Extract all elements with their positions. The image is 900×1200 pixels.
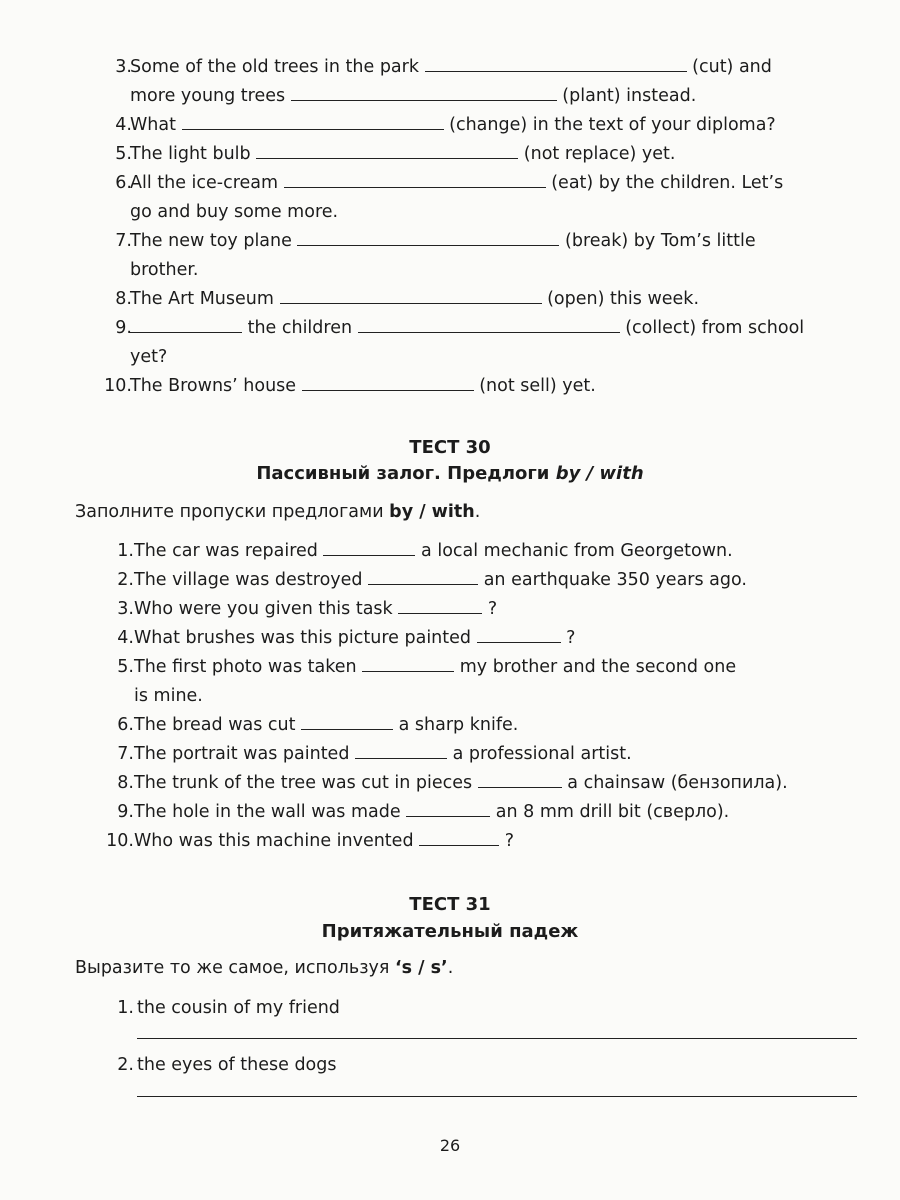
answer-blank[interactable] (362, 655, 454, 672)
answer-blank[interactable] (355, 742, 447, 759)
answer-blank[interactable] (368, 568, 478, 585)
answer-blank[interactable] (358, 316, 620, 333)
answer-blank[interactable] (280, 287, 542, 304)
test31-heading: ТЕСТ 31 (409, 894, 491, 915)
answer-blank[interactable] (398, 597, 482, 614)
answer-blank[interactable] (425, 55, 687, 72)
answer-blank[interactable] (130, 316, 242, 333)
answer-blank[interactable] (182, 113, 444, 130)
t29-item-3-cont: more young trees (plant) instead. (130, 86, 697, 106)
t29-item-6-cont: go and buy some more. (130, 202, 339, 222)
answer-blank[interactable] (302, 374, 474, 391)
t29-item-7-cont: brother. (130, 260, 199, 280)
answer-blank[interactable] (323, 539, 415, 556)
answer-blank[interactable] (301, 713, 393, 730)
test30-heading: ТЕСТ 30 (409, 437, 491, 458)
answer-blank[interactable] (477, 626, 561, 643)
answer-blank[interactable] (406, 800, 490, 817)
t29-item-9-cont: yet? (130, 347, 168, 367)
answer-blank[interactable] (478, 771, 562, 788)
test30-instruction: Заполните пропуски предлогами by / with. (75, 502, 481, 522)
answer-blank[interactable] (256, 142, 518, 159)
answer-blank[interactable] (284, 171, 546, 188)
answer-blank[interactable] (419, 829, 499, 846)
test30-subheading: Пассивный залог. Предлоги by / with (256, 463, 644, 484)
answer-blank[interactable] (297, 229, 559, 246)
answer-line[interactable] (137, 1096, 857, 1097)
answer-blank[interactable] (291, 84, 557, 101)
test31-instruction: Выразите то же самое, используя ‘s / s’. (75, 958, 454, 978)
t30-item-5-cont: is mine. (134, 686, 203, 706)
test31-subheading: Притяжательный падеж (321, 921, 579, 942)
workbook-page: 3. Some of the old trees in the park (cut) and more young trees (plant) instead. 4. What (change) in the text of your diploma? 5. The light bulb (not replace) yet. 6. All the ice-cream (eat) by the children. Let’s go and buy some more. 7. The new toy plane (break) by Tom’s little brother. 8. The Art Museum (open) this week. 9. the children (collect) from school yet? 10. The Browns’ house (not sell) yet. ТЕСТ 30 Пассивный залог. Предлоги by / with Заполните пропуски предлогами by / with. 1. The car was repaired a local mechanic from Georgetown. 2. The village was destroyed an earthquake 350 years ago. 3. Who were you given this task ? 4. What brushes was this picture painted ? 5. The first photo was taken my brother and the second one is mine. 6. The bread was cut a sharp knife. 7. The portrait was painted a professional artist. 8. The trunk of the tree was cut in pieces a chainsaw (бензопила). 9. The hole in the wall was made an 8 mm drill bit (сверло). 10. Who was this machine invented ? ТЕСТ 31 Притяжательный падеж Выразите то же самое, используя ‘s / s’. 1. the cousin of my friend 2. the eyes of these dogs 26 (0, 0, 900, 1200)
answer-line[interactable] (137, 1038, 857, 1039)
page-number: 26 (439, 1136, 461, 1155)
